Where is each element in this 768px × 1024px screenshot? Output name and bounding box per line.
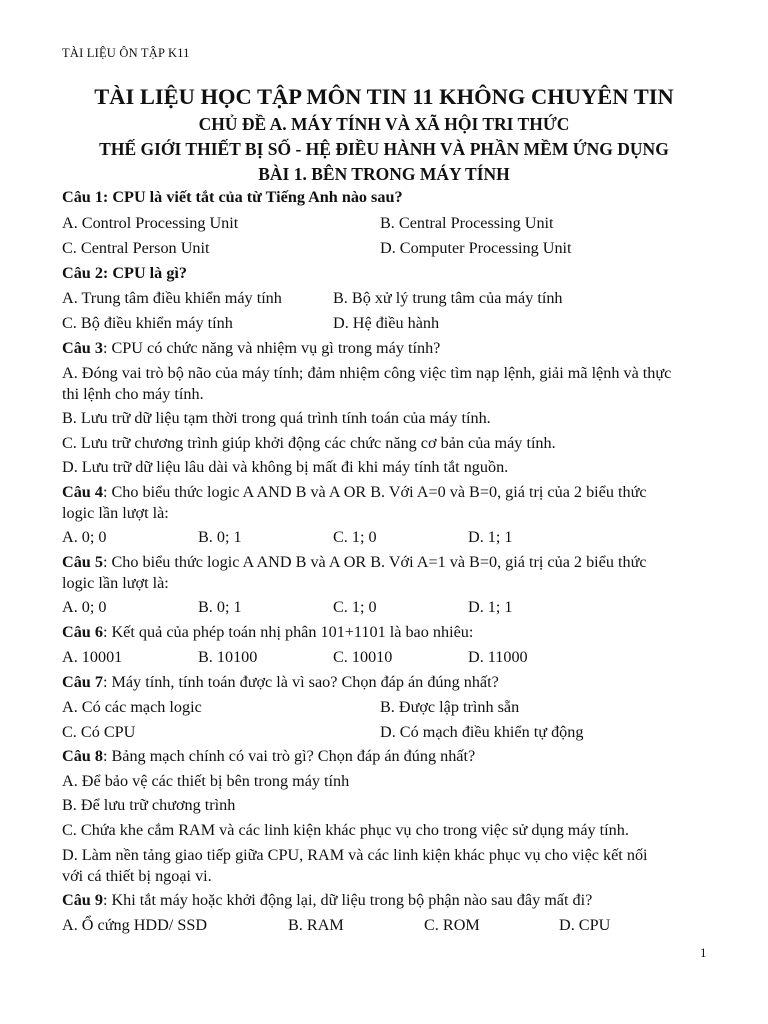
q5-option-d: D. 1; 1 xyxy=(468,598,513,616)
q3-option-a-cont: thi lệnh cho máy tính. xyxy=(62,385,204,403)
document-title: TÀI LIỆU HỌC TẬP MÔN TIN 11 KHÔNG CHUYÊN TIN xyxy=(94,84,674,109)
q7-option-b: B. Được lập trình sẵn xyxy=(380,698,520,716)
q1-option-c: C. Central Person Unit xyxy=(62,239,210,257)
section-heading: THẾ GIỚI THIẾT BỊ SỐ - HỆ ĐIỀU HÀNH VÀ PHẦN MỀM ỨNG DỤNG xyxy=(99,139,669,159)
q7-option-c: C. Có CPU xyxy=(62,723,136,741)
header-note: TÀI LIỆU ÔN TẬP K11 xyxy=(62,46,190,60)
q9-option-b: B. RAM xyxy=(288,916,344,934)
question-4-cont: logic lần lượt là: xyxy=(62,504,169,522)
lesson-heading: BÀI 1. BÊN TRONG MÁY TÍNH xyxy=(258,164,510,184)
q2-option-a: A. Trung tâm điều khiển máy tính xyxy=(62,289,282,307)
question-5-cont: logic lần lượt là: xyxy=(62,574,169,592)
q8-option-a: A. Để bảo vệ các thiết bị bên trong máy tính xyxy=(62,772,350,790)
q8-option-c: C. Chứa khe cắm RAM và các linh kiện khác phục vụ cho trong việc sử dụng máy tính. xyxy=(62,821,629,839)
q3-option-a: A. Đóng vai trò bộ não của máy tính; đảm nhiệm công việc tìm nạp lệnh, giải mã lệnh và thực xyxy=(62,364,672,382)
q4-option-c: C. 1; 0 xyxy=(333,528,377,546)
question-7: Câu 7: Máy tính, tính toán được là vì sao? Chọn đáp án đúng nhất? xyxy=(62,673,499,691)
question-8: Câu 8: Bảng mạch chính có vai trò gì? Chọn đáp án đúng nhất? xyxy=(62,747,476,765)
q8-option-d: D. Làm nền tảng giao tiếp giữa CPU, RAM và các linh kiện khác phục vụ cho việc kết nối xyxy=(62,846,648,864)
question-1: Câu 1: CPU là viết tắt của từ Tiếng Anh nào sau? xyxy=(62,188,403,206)
q5-option-c: C. 1; 0 xyxy=(333,598,377,616)
q8-option-b: B. Để lưu trữ chương trình xyxy=(62,796,236,814)
q1-option-b: B. Central Processing Unit xyxy=(380,214,554,232)
question-9: Câu 9: Khi tắt máy hoặc khởi động lại, dữ liệu trong bộ phận nào sau đây mất đi? xyxy=(62,891,593,909)
q8-option-d-cont: với cá thiết bị ngoại vi. xyxy=(62,867,212,885)
question-2: Câu 2: CPU là gì? xyxy=(62,264,188,282)
q6-option-b: B. 10100 xyxy=(198,648,258,666)
q5-option-b: B. 0; 1 xyxy=(198,598,242,616)
q6-option-c: C. 10010 xyxy=(333,648,393,666)
q5-option-a: A. 0; 0 xyxy=(62,598,107,616)
q6-option-a: A. 10001 xyxy=(62,648,123,666)
q6-option-d: D. 11000 xyxy=(468,648,528,666)
q2-option-d: D. Hệ điều hành xyxy=(333,314,440,332)
q7-option-d: D. Có mạch điều khiển tự động xyxy=(380,723,584,741)
q9-option-a: A. Ổ cứng HDD/ SSD xyxy=(62,916,208,934)
q2-option-b: B. Bộ xử lý trung tâm của máy tính xyxy=(333,289,563,307)
q9-option-d: D. CPU xyxy=(559,916,611,934)
q4-option-b: B. 0; 1 xyxy=(198,528,242,546)
topic-heading: CHỦ ĐỀ A. MÁY TÍNH VÀ XÃ HỘI TRI THỨC xyxy=(198,114,570,134)
q3-option-d: D. Lưu trữ dữ liệu lâu dài và không bị mất đi khi máy tính tắt nguồn. xyxy=(62,458,509,476)
q7-option-a: A. Có các mạch logic xyxy=(62,698,202,716)
q4-option-d: D. 1; 1 xyxy=(468,528,513,546)
q9-option-c: C. ROM xyxy=(424,916,480,934)
question-3: Câu 3: CPU có chức năng và nhiệm vụ gì trong máy tính? xyxy=(62,339,441,357)
page-number: 1 xyxy=(700,945,707,960)
q2-option-c: C. Bộ điều khiển máy tính xyxy=(62,314,233,332)
q3-option-b: B. Lưu trữ dữ liệu tạm thời trong quá trình tính toán của máy tính. xyxy=(62,409,491,427)
q4-option-a: A. 0; 0 xyxy=(62,528,107,546)
q3-option-c: C. Lưu trữ chương trình giúp khởi động các chức năng cơ bản của máy tính. xyxy=(62,434,556,452)
question-5: Câu 5: Cho biểu thức logic A AND B và A OR B. Với A=1 và B=0, giá trị của 2 biểu thức xyxy=(62,553,647,571)
question-4: Câu 4: Cho biểu thức logic A AND B và A OR B. Với A=0 và B=0, giá trị của 2 biểu thức xyxy=(62,483,647,501)
question-6: Câu 6: Kết quả của phép toán nhị phân 101+1101 là bao nhiêu: xyxy=(62,623,474,641)
q1-option-d: D. Computer Processing Unit xyxy=(380,239,572,257)
q1-option-a: A. Control Processing Unit xyxy=(62,214,239,232)
